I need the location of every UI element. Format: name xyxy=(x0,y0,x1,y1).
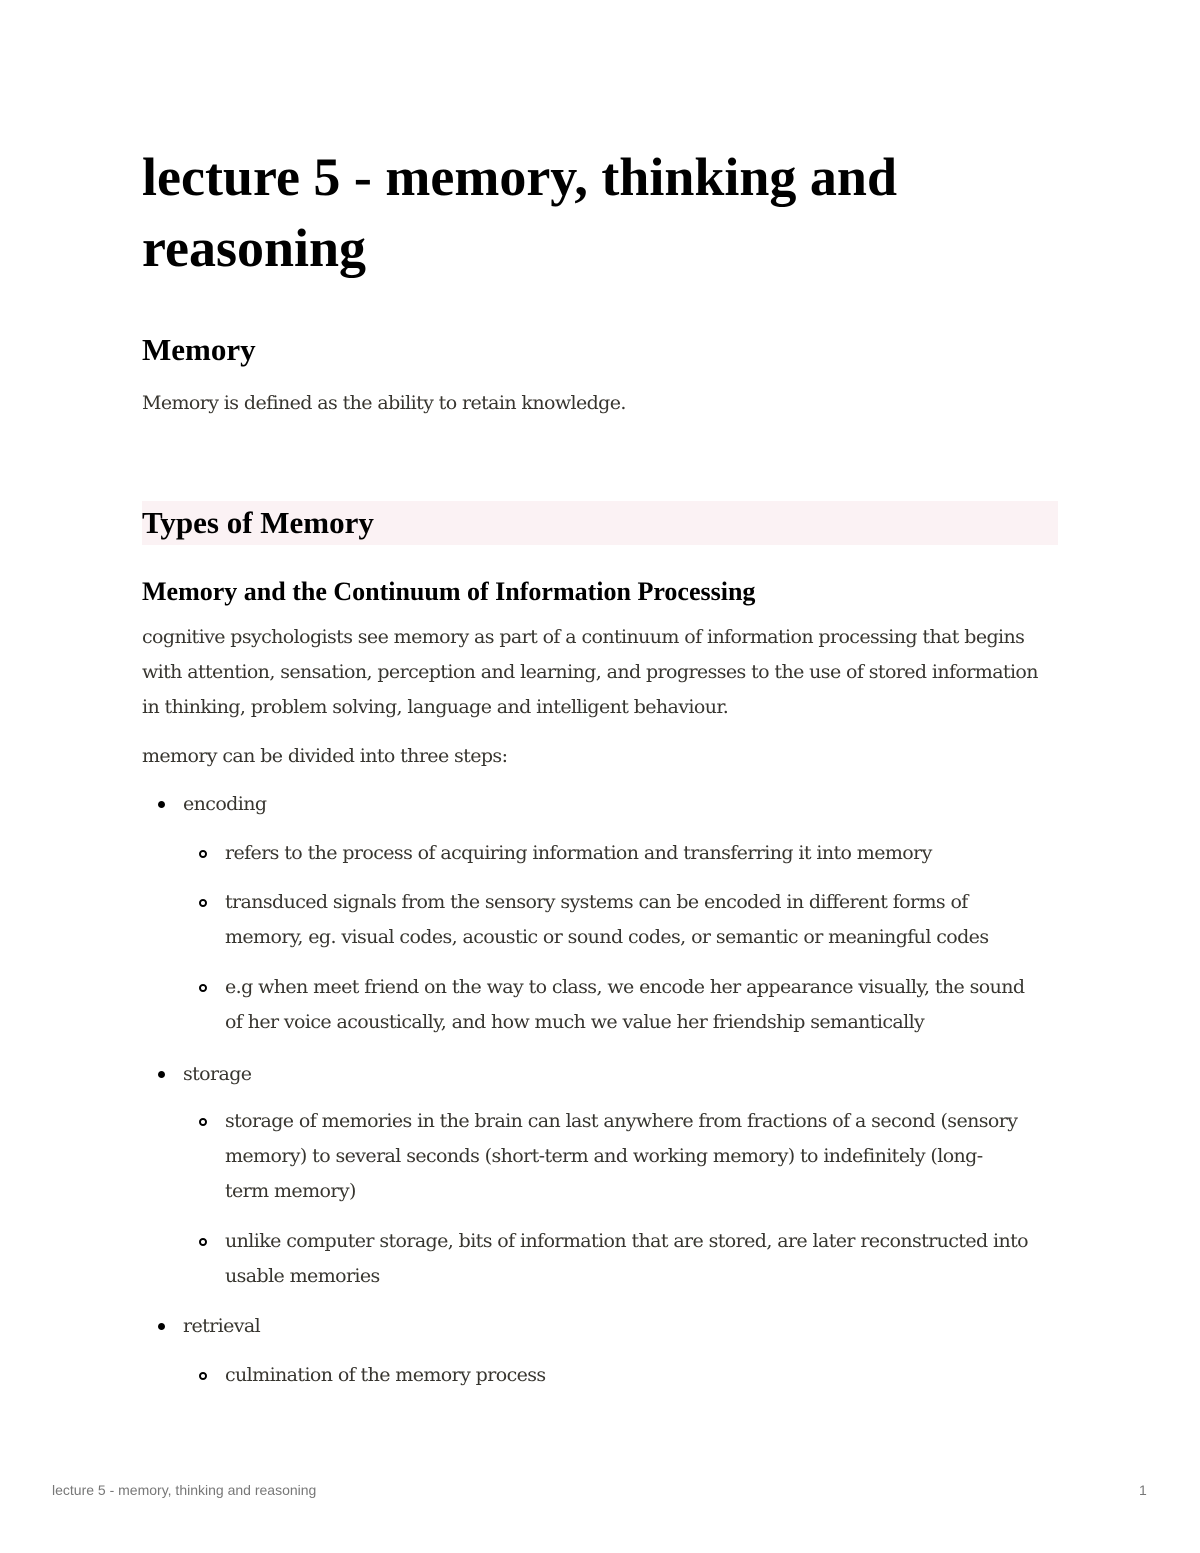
encoding-point-line: of her voice acoustically, and how much we value her friendship semantically xyxy=(225,1011,925,1033)
continuum-paragraph-line: with attention, sensation, perception and learning, and progresses to the use of stored information xyxy=(142,661,1038,683)
step-encoding: encoding xyxy=(183,793,267,815)
step-retrieval: retrieval xyxy=(183,1315,261,1337)
encoding-point-line: e.g when meet friend on the way to class, we encode her appearance visually, the sound xyxy=(225,976,1025,998)
bullet-disc-icon xyxy=(158,1323,165,1330)
bullet-ring-icon xyxy=(199,899,207,907)
storage-point-line: memory) to several seconds (short-term and working memory) to indefinitely (long- xyxy=(225,1145,983,1167)
encoding-point-line: refers to the process of acquiring information and transferring it into memory xyxy=(225,842,932,864)
encoding-point-line: transduced signals from the sensory systems can be encoded in different forms of xyxy=(225,891,968,913)
storage-point-line: term memory) xyxy=(225,1180,356,1202)
retrieval-point-line: culmination of the memory process xyxy=(225,1364,546,1386)
storage-point-line: usable memories xyxy=(225,1265,380,1287)
continuum-heading: Memory and the Continuum of Information Processing xyxy=(142,577,756,606)
bullet-ring-icon xyxy=(199,1118,207,1126)
bullet-ring-icon xyxy=(199,984,207,992)
footer-page-number: 1 xyxy=(1139,1482,1147,1498)
continuum-paragraph-line: cognitive psychologists see memory as part of a continuum of information processing that begins xyxy=(142,626,1025,648)
bullet-ring-icon xyxy=(199,850,207,858)
types-of-memory-heading: Types of Memory xyxy=(142,501,1058,545)
storage-point-line: storage of memories in the brain can last anywhere from fractions of a second (sensory xyxy=(225,1110,1018,1132)
memory-heading: Memory xyxy=(142,332,256,367)
continuum-paragraph-line: in thinking, problem solving, language and intelligent behaviour. xyxy=(142,696,729,718)
memory-definition: Memory is defined as the ability to retain knowledge. xyxy=(142,392,626,414)
document-title: lecture 5 - memory, thinking and reasoning xyxy=(142,147,897,278)
bullet-ring-icon xyxy=(199,1372,207,1380)
bullet-disc-icon xyxy=(158,801,165,808)
step-storage: storage xyxy=(183,1063,252,1085)
bullet-disc-icon xyxy=(158,1071,165,1078)
storage-point-line: unlike computer storage, bits of information that are stored, are later reconstructed into xyxy=(225,1230,1028,1252)
steps-intro: memory can be divided into three steps: xyxy=(142,745,508,767)
bullet-ring-icon xyxy=(199,1238,207,1246)
encoding-point-line: memory, eg. visual codes, acoustic or sound codes, or semantic or meaningful codes xyxy=(225,926,989,948)
footer-title: lecture 5 - memory, thinking and reasoning xyxy=(52,1482,317,1498)
